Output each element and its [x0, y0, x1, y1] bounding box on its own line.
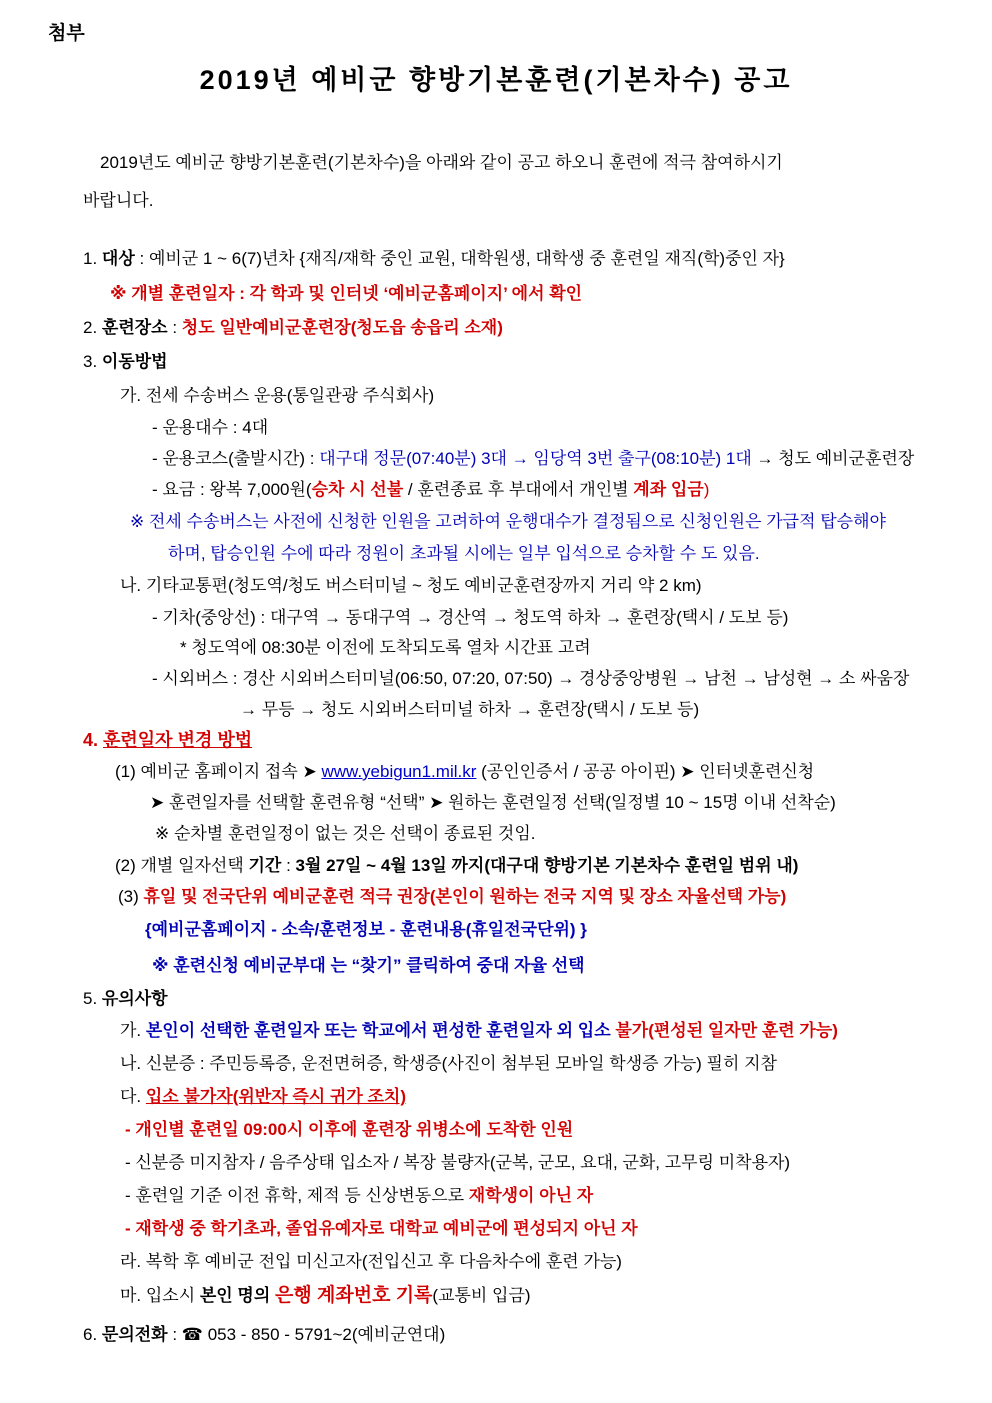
bus-route-course: 대구대 정문(07:40분) 3대 → 임당역 3번 출구(08:10분) 1대: [319, 449, 752, 468]
step-2-prefix: (2) 개별 일자선택: [115, 856, 249, 875]
attachment-label: 첨부: [48, 23, 85, 44]
item-1-label: 대상: [101, 249, 135, 268]
change-step-1-note: ※ 순차별 훈련일정이 없는 것은 선택이 종료된 것임.: [155, 824, 536, 843]
train-time-note: * 청도역에 08:30분 이전에 도착되도록 열차 시간표 고려: [180, 638, 591, 657]
bus-fare-deposit: 계좌 입금: [633, 480, 704, 499]
bus-route-prefix: - 운용코스(출발시간) :: [152, 449, 320, 468]
item-2-body: 청도 일반예비군훈련장(청도읍 송읍리 소재): [181, 318, 503, 337]
deny-item-3: [125, 1185, 593, 1206]
item-4-heading: [83, 729, 252, 752]
item-3-label: 이동방법: [101, 352, 168, 371]
bus-fare-prefix: - 요금 : 왕복 7,000원(: [152, 480, 312, 499]
item-1-body: 예비군 1 ~ 6(7)년차 {재직/재학 중인 교원, 대학원생, 대학생 중 훈련일 재직(학)중인 자}: [148, 249, 785, 268]
bus-route: [152, 448, 914, 469]
bus-operation: 가. 전세 수송버스 운용(통일관광 주식회사): [120, 386, 435, 405]
yebigun-link[interactable]: www.yebigun1.mil.kr: [321, 762, 477, 781]
item-6-phone-number: 053 - 850 - 5791~2(예비군연대): [202, 1325, 446, 1344]
deny-item-3-prefix: - 훈련일 기준 이전 휴학, 제적 등 신상변동으로: [125, 1186, 469, 1205]
item-6-number: 6.: [83, 1325, 102, 1344]
caution-na: 나. 신분증 : 주민등록증, 운전면허증, 학생증(사진이 첨부된 모바일 학생증 가능) 필히 지참: [120, 1054, 777, 1073]
intro-paragraph-line2: 바랍니다.: [83, 191, 154, 210]
item-2-number: 2.: [83, 318, 102, 337]
item-1-number: 1.: [83, 249, 102, 268]
item-4-number: 4.: [83, 730, 104, 750]
step-3-recommendation: 휴일 및 전국단위 예비군훈련 적극 권장(본인이 원하는 전국 지역 및 장소 자율선택 가능): [143, 887, 787, 906]
arrow-icon: ➤: [302, 762, 322, 781]
deny-item-3-highlight: 재학생이 아닌 자: [468, 1186, 594, 1205]
item-2-separator: :: [167, 318, 182, 337]
change-step-2: [115, 855, 798, 876]
item-1-separator: :: [134, 249, 149, 268]
deny-item-2: - 신분증 미지참자 / 음주상태 입소자 / 복장 불량자(군복, 군모, 요대, 군화, 고무링 미착용자): [125, 1153, 791, 1172]
step-3-number: (3): [118, 887, 144, 906]
intercity-bus-route: - 시외버스 : 경산 시외버스터미널(06:50, 07:20, 07:50) → 경상중앙병원 → 남천 → 남성현 → 소 싸움장: [152, 669, 910, 688]
item-1-note: ※ 개별 훈련일자 : 각 학과 및 인터넷 ‘예비군홈페이지’ 에서 확인: [110, 284, 583, 303]
change-step-3: [118, 886, 786, 907]
bus-notice-line2: 하며, 탑승인원 수에 따라 정원이 초과될 시에는 일부 입석으로 승차할 수 도 있음.: [168, 544, 760, 563]
bus-count: - 운용대수 : 4대: [152, 418, 269, 437]
caution-ga-body: 본인이 선택한 훈련일자 또는 학교에서 편성한 훈련일자 외 입소: [145, 1021, 616, 1040]
item-3-transport: [83, 351, 168, 372]
caution-ga-number: 가.: [120, 1021, 146, 1040]
arrow-icon: ➤: [680, 762, 700, 781]
item-3-number: 3.: [83, 352, 102, 371]
caution-ma-owner: 본인 명의: [199, 1286, 271, 1305]
train-route: - 기차(중앙선) : 대구역 → 동대구역 → 경산역 → 청도역 하차 → 훈련장(택시 / 도보 등): [152, 608, 789, 627]
deny-item-1: - 개인별 훈련일 09:00시 이후에 훈련장 위병소에 도착한 인원: [125, 1120, 574, 1139]
intro-paragraph-line1: 2019년도 예비군 향방기본훈련(기본차수)을 아래와 같이 공고 하오니 훈련에 적극 참여하시기: [100, 153, 783, 172]
bus-notice-line1: ※ 전세 수송버스는 사전에 신청한 인원을 고려하여 운행대수가 결정됨으로 신청인원은 가급적 탑승해야: [130, 512, 886, 531]
change-step-1-cont: ➤ 훈련일자를 선택할 훈련유형 “선택” ➤ 원하는 훈련일정 선택(일정별 10 ~ 15명 이내 선착순): [150, 793, 836, 812]
bus-fare-middle: / 훈련종료 후 부대에서 개인별: [403, 480, 634, 499]
step-2-separator: :: [281, 856, 296, 875]
page-title: 2019년 예비군 향방기본훈련(기본차수) 공고: [199, 65, 793, 95]
item-1-target: [83, 248, 785, 269]
caution-ma: [120, 1284, 531, 1308]
step-1-suffix: 인터넷훈련신청: [699, 762, 815, 781]
caution-da-number: 다.: [120, 1087, 146, 1106]
item-6-contact: [83, 1324, 445, 1345]
caution-ga-deny: 불가(편성된 일자만 훈련 가능): [615, 1021, 838, 1040]
bus-fare-prepay: 승차 시 선불: [311, 480, 404, 499]
bus-route-destination: → 청도 예비군훈련장: [751, 449, 915, 468]
change-step-3-path: {예비군홈페이지 - 소속/훈련정보 - 훈련내용(휴일전국단위) }: [145, 920, 587, 939]
bus-fare-suffix: ): [703, 480, 710, 499]
caution-ma-prefix: 마. 입소시: [120, 1286, 200, 1305]
deny-item-4: - 재학생 중 학기초과, 졸업유예자로 대학교 예비군에 편성되지 아닌 자: [125, 1219, 638, 1238]
phone-icon: ☎: [181, 1325, 203, 1344]
step-1-prefix: (1) 예비군 홈페이지 접속: [115, 762, 303, 781]
item-2-location: [83, 317, 503, 338]
item-6-label: 문의전화: [101, 1325, 168, 1344]
caution-ra: 라. 복학 후 예비군 전입 미신고자(전입신고 후 다음차수에 훈련 가능): [120, 1252, 622, 1271]
intercity-bus-route-cont: → 무등 → 청도 시외버스터미널 하차 → 훈련장(택시 / 도보 등): [240, 700, 700, 719]
step-2-period-value: 3월 27일 ~ 4월 13일 까지(대구대 향방기본 기본차수 훈련일 범위 내): [295, 856, 799, 875]
step-2-period-label: 기간: [248, 856, 282, 875]
caution-ma-account: 은행 계좌번호 기록: [275, 1285, 433, 1306]
item-5-heading: [83, 988, 168, 1009]
caution-ma-suffix: (교통비 입금): [432, 1286, 531, 1305]
change-step-3-note: ※ 훈련신청 예비군부대 는 “찾기” 클릭하여 중대 자율 선택: [152, 956, 585, 975]
change-step-1: [115, 761, 814, 782]
caution-da: [120, 1086, 406, 1107]
bus-fare: [152, 479, 709, 500]
item-2-label: 훈련장소: [101, 318, 168, 337]
other-transport: 나. 기타교통편(청도역/청도 버스터미널 ~ 청도 예비군훈련장까지 거리 약 2 km): [120, 576, 702, 595]
item-4-title: 훈련일자 변경 방법: [103, 730, 253, 750]
caution-da-title: 입소 불가자(위반자 즉시 귀가 조치): [145, 1087, 406, 1106]
step-1-middle: (공인인증서 / 공공 아이핀): [476, 762, 681, 781]
item-5-label: 유의사항: [101, 989, 168, 1008]
caution-ga: [120, 1020, 838, 1041]
item-5-number: 5.: [83, 989, 102, 1008]
item-6-separator: :: [167, 1325, 182, 1344]
